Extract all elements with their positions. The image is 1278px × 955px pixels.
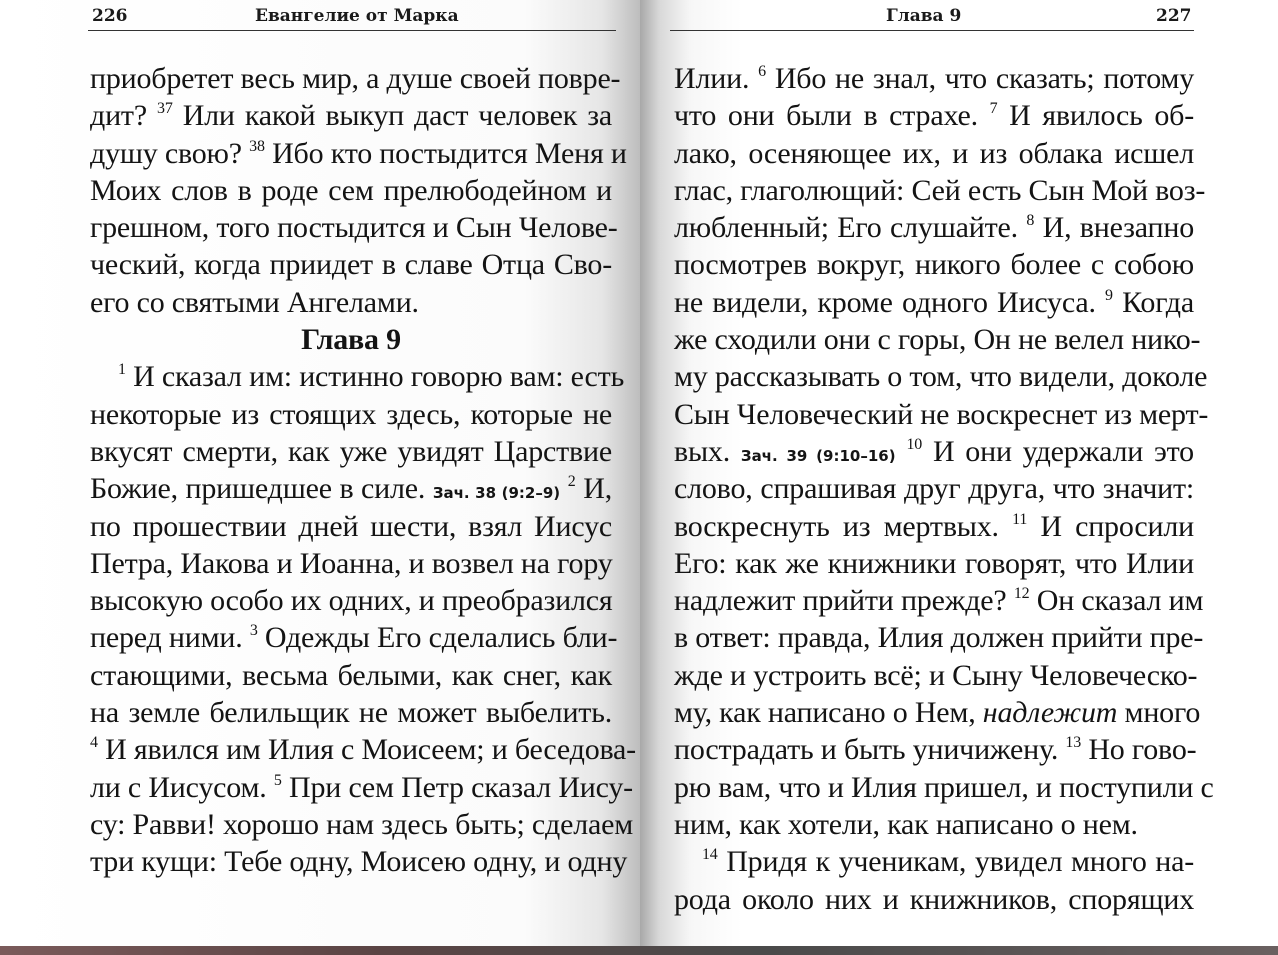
- text-run: жде и устроить всё; и Сыну Человеческо-: [674, 658, 1198, 692]
- text-line: [90, 694, 612, 731]
- verse-number: 6: [758, 63, 766, 80]
- left-header-rule: [88, 30, 616, 31]
- left-page-number: 226: [92, 6, 128, 26]
- text-run: пострадать и быть уничижену.: [674, 733, 1066, 767]
- text-run: И, внезапно: [1034, 211, 1194, 245]
- left-page: [0, 0, 640, 948]
- right-header-rule: [670, 30, 1194, 31]
- text-line: [90, 769, 633, 806]
- text-line: [674, 545, 1194, 582]
- text-run: И явился им Илия с Моисеем; и беседова-: [97, 733, 636, 767]
- right-text-block: [674, 60, 1214, 918]
- text-run: же сходили они с горы, Он не велел нико-: [674, 323, 1201, 357]
- text-run: на земле белильщик не может выбелить.: [90, 696, 612, 730]
- text-line: [90, 508, 612, 545]
- text-line: [90, 843, 628, 880]
- verse-number: 2: [567, 473, 576, 491]
- text-run: некоторые из стоящих здесь, которые не: [90, 397, 612, 431]
- right-page-number: 227: [1156, 6, 1192, 26]
- text-line: [90, 284, 612, 321]
- text-run: Одежды Его сделались бли-: [257, 621, 618, 655]
- text-run: слово, спрашивая друг друга, что значит:: [674, 472, 1194, 506]
- text-run: перед ними.: [90, 621, 250, 655]
- verse-number: 13: [1065, 734, 1082, 752]
- text-line: [674, 769, 1214, 806]
- text-run: ли с Иисусом.: [90, 770, 274, 804]
- reading-marker: Зач. 39 (9:10–16): [740, 446, 896, 465]
- text-line: [90, 60, 621, 97]
- text-line: [90, 657, 612, 694]
- verse-number: 1: [118, 361, 126, 379]
- text-line: [674, 694, 1201, 731]
- text-line: [90, 246, 612, 283]
- text-run: При сем Петр сказал Иису-: [281, 770, 633, 804]
- text-run: [560, 472, 568, 505]
- text-line: [90, 806, 634, 843]
- text-line: [90, 619, 618, 656]
- verse-number: 10: [906, 435, 923, 453]
- text-run: Ибо не знал, что сказать; потому: [765, 62, 1195, 95]
- verse-number: 4: [90, 734, 98, 752]
- text-line: [674, 433, 1194, 470]
- text-line: [674, 843, 1194, 880]
- text-line: [674, 135, 1194, 172]
- chapter-heading: Глава 9: [301, 323, 401, 357]
- text-line: [674, 321, 1201, 358]
- verse-number: 38: [249, 137, 265, 155]
- right-page-header: [640, 6, 1278, 30]
- text-run: И сказал им: истинно говорю вам: есть: [125, 360, 625, 394]
- text-run: посмотрев вокруг, никого более с собою: [674, 248, 1194, 282]
- text-run: не видели, кроме одного Иисуса.: [674, 285, 1106, 319]
- text-run: вых.: [674, 434, 741, 468]
- verse-number: 37: [157, 100, 173, 118]
- text-run: по прошествии дней шести, взял Иисус: [90, 509, 612, 543]
- text-line: [90, 545, 612, 582]
- text-run: Сын Человеческий не воскреснет из мерт-: [674, 397, 1209, 431]
- text-run: И спросили: [1027, 509, 1194, 543]
- text-run: Ибо кто постыдится Меня и: [264, 136, 627, 170]
- text-run: Но гово-: [1081, 733, 1197, 767]
- right-page: [640, 0, 1278, 948]
- text-line: [90, 358, 625, 395]
- text-line: [674, 60, 1194, 97]
- verse-number: 11: [1012, 510, 1028, 528]
- text-run: му, как написано о Нем,: [674, 696, 983, 730]
- text-line: [90, 396, 612, 433]
- text-run: воскреснуть из мертвых.: [674, 509, 1013, 543]
- text-line: [674, 358, 1208, 395]
- text-run: вкусят смерти, как уже увидят Царствие: [90, 434, 612, 468]
- text-line: [90, 172, 612, 209]
- verse-number: 12: [1013, 585, 1030, 603]
- text-run: рю вам, что и Илия пришел, и поступили с: [674, 770, 1214, 804]
- text-run: И,: [575, 472, 612, 506]
- text-run: приобретет весь мир, а душе своей повре-: [90, 62, 621, 95]
- desk-edge: [0, 946, 1278, 955]
- text-line: [674, 209, 1194, 246]
- text-run: три кущи: Тебе одну, Моисею одну, и одну: [90, 845, 628, 879]
- left-page-header: [0, 6, 640, 30]
- left-text-before-heading: [90, 60, 627, 321]
- text-line: [674, 731, 1197, 768]
- text-run: стающими, весьма белыми, как снег, как: [90, 658, 612, 692]
- right-running-head: Глава 9: [886, 6, 962, 26]
- text-run: надлежит прийти прежде?: [674, 584, 1014, 618]
- text-run: Его: как же книжники говорят, что Илии: [674, 546, 1194, 580]
- right-text-lines: [674, 60, 1214, 918]
- text-run: Когда: [1112, 285, 1194, 319]
- text-line: [674, 881, 1194, 918]
- text-run: его со святыми Ангелами.: [90, 285, 419, 319]
- text-run: глас, глаголющий: Сей есть Сын Мой воз-: [674, 173, 1206, 207]
- text-line: [90, 470, 612, 507]
- text-run: грешном, того постыдится и Сын Челове-: [90, 211, 618, 245]
- text-line: [674, 619, 1204, 656]
- reading-marker: Зач. 38 (9:2–9): [432, 484, 561, 503]
- verse-number: 14: [702, 846, 718, 864]
- text-run: Илии.: [674, 62, 759, 95]
- text-run: душу свою?: [90, 136, 250, 170]
- text-line: [90, 135, 627, 172]
- text-line: [674, 172, 1206, 209]
- text-run: Придя к ученикам, увидел много на-: [717, 845, 1194, 879]
- text-run: [896, 435, 907, 468]
- verse-number: 7: [989, 100, 998, 118]
- text-run: любленный; Его слушайте.: [674, 211, 1027, 245]
- text-line: [674, 806, 1194, 843]
- text-line: [90, 433, 612, 470]
- text-line: [674, 470, 1194, 507]
- left-text-after-heading: [90, 358, 636, 880]
- verse-number: 3: [249, 622, 258, 640]
- text-line: [90, 97, 612, 134]
- text-run: ним, как хотели, как написано о нем.: [674, 807, 1138, 841]
- verse-number: 9: [1105, 286, 1113, 304]
- verse-number: 8: [1026, 212, 1035, 230]
- text-run: лако, осеняющее их, и из облака исшел: [674, 136, 1194, 170]
- text-line: [90, 582, 612, 619]
- text-run: И явилось об-: [997, 99, 1194, 133]
- text-line: [90, 209, 618, 246]
- text-line: [674, 97, 1194, 134]
- text-line: [674, 508, 1194, 545]
- text-run: Или какой выкуп даст человек за: [172, 99, 612, 133]
- text-line: [674, 284, 1194, 321]
- text-run: много: [1117, 696, 1201, 730]
- text-run: ческий, когда приидет в славе Отца Сво-: [90, 248, 612, 282]
- text-run: Моих слов в роде сем прелюбодейном и: [90, 173, 612, 207]
- text-line: [674, 246, 1194, 283]
- text-run: су: Равви! хорошо нам здесь быть; сделаем: [90, 807, 634, 841]
- verse-number: 5: [273, 771, 282, 789]
- text-run: Петра, Иакова и Иоанна, и возвел на гору: [90, 546, 613, 580]
- text-line: [674, 396, 1209, 433]
- text-line: [674, 582, 1204, 619]
- text-run: И они удержали это: [922, 434, 1194, 468]
- text-run: му рассказывать о том, что видели, доколе: [674, 360, 1208, 394]
- italic-word: надлежит: [982, 696, 1118, 730]
- text-run: что они были в страхе.: [674, 99, 990, 133]
- left-text-block: [90, 60, 636, 881]
- text-run: в ответ: правда, Илия должен прийти пре-: [674, 621, 1204, 655]
- text-run: Божие, пришедшее в силе.: [90, 472, 433, 506]
- left-running-head: Евангелие от Марка: [255, 6, 459, 26]
- text-run: высокую особо их одних, и преобразился: [90, 584, 613, 618]
- text-line: [90, 731, 636, 768]
- text-run: дит?: [90, 99, 158, 133]
- text-line: [674, 657, 1198, 694]
- text-run: рода около них и книжников, спорящих: [674, 882, 1194, 916]
- text-run: Он сказал им: [1029, 584, 1204, 618]
